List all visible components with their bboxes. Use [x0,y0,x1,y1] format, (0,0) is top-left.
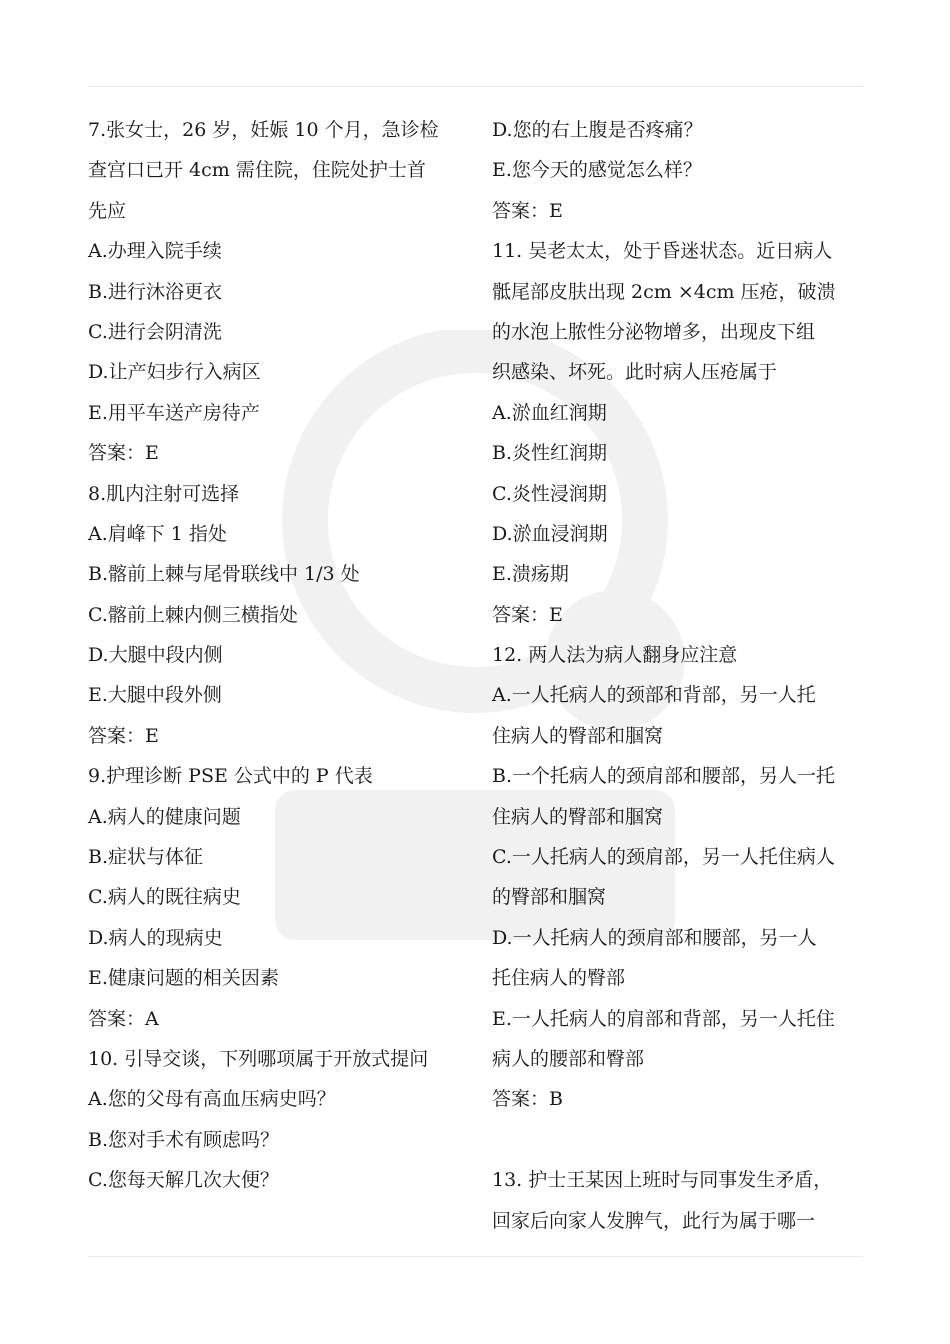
text-line: A.淤血红润期 [492,401,607,424]
text-line: 回家后向家人发脾气，此行为属于哪一 [492,1209,816,1232]
footer-rule [88,1256,863,1257]
text-line: A.病人的健康问题 [88,805,241,828]
text-line: C.进行会阴清洗 [88,320,222,343]
text-line: B.症状与体征 [88,846,204,869]
text-line: 11. 吴老太太，处于昏迷状态。近日病人 [492,240,833,263]
text-line: 13. 护士王某因上班时与同事发生矛盾， [492,1169,833,1192]
text-line: D.一人托病人的颈肩部和腰部，另一人 [492,926,817,949]
text-line: 托住病人的臀部 [492,967,626,990]
text-line: 的臀部和腘窝 [492,886,607,909]
text-line: 8.肌内注射可选择 [88,482,240,505]
text-line: B.您对手术有顾虑吗？ [88,1128,280,1151]
text-line: C.病人的既往病史 [88,886,241,909]
text-line: C.一人托病人的颈肩部，另一人托住病人 [492,846,835,869]
text-line: A.肩峰下 1 指处 [88,522,227,545]
text-line: 病人的腰部和臀部 [492,1047,645,1070]
text-line: 10. 引导交谈，下列哪项属于开放式提问 [88,1047,429,1070]
text-line: D.病人的现病史 [88,926,223,949]
left-column [88,110,463,1201]
text-line: E.一人托病人的肩部和背部，另一人托住 [492,1007,835,1030]
text-line: E.溃疡期 [492,563,569,586]
text-line: 答案：E [88,442,159,465]
right-column [492,110,864,1241]
text-line: E.大腿中段外侧 [88,684,222,707]
text-line: 查宫口已开 4cm 需住院，住院处护士首 [88,159,426,182]
text-line: 9.护理诊断 PSE 公式中的 P 代表 [88,765,373,788]
text-line: 先应 [88,199,127,222]
text-line: 住病人的臀部和腘窝 [492,724,664,747]
text-line: A.您的父母有高血压病史吗？ [88,1088,336,1111]
text-line: A.办理入院手续 [88,240,222,263]
text-line: 织感染、坏死。此时病人压疮属于 [492,361,778,384]
text-line: B.进行沐浴更衣 [88,280,223,303]
text-line: 12. 两人法为病人翻身应注意 [492,644,738,667]
text-line: 的水泡上脓性分泌物增多，出现皮下组 [492,320,816,343]
text-line: 住病人的臀部和腘窝 [492,805,664,828]
text-line: 答案：B [492,1088,563,1111]
text-line: D.您的右上腹是否疼痛？ [492,119,703,141]
header-rule [88,86,863,87]
text-line: 答案：A [88,1007,159,1030]
text-line: B.髂前上棘与尾骨联线中 1/3 处 [88,563,360,586]
text-line: B.炎性红润期 [492,442,608,465]
blank-line [492,1120,864,1160]
text-line: D.大腿中段内侧 [88,644,223,667]
text-line: C.髂前上棘内侧三横指处 [88,603,298,626]
text-line: 答案：E [492,199,563,222]
text-line: 骶尾部皮肤出现 2cm ×4cm 压疮，破溃 [492,280,836,303]
text-line: E.您今天的感觉怎么样？ [492,159,702,182]
text-line: 答案：E [88,724,159,747]
text-line: C.炎性浸润期 [492,482,607,505]
text-line: 7.张女士，26 岁，妊娠 10 个月，急诊检 [88,119,439,141]
text-line: E.健康问题的相关因素 [88,967,279,990]
text-line: B.一个托病人的颈肩部和腰部，另人一托 [492,765,836,788]
text-line: D.让产妇步行入病区 [88,361,261,384]
text-line: 答案：E [492,603,563,626]
text-line: C.您每天解几次大便？ [88,1169,279,1192]
text-line: A.一人托病人的颈部和背部，另一人托 [492,684,816,707]
text-line: D.淤血浸润期 [492,522,608,545]
text-line: E.用平车送产房待产 [88,401,260,424]
